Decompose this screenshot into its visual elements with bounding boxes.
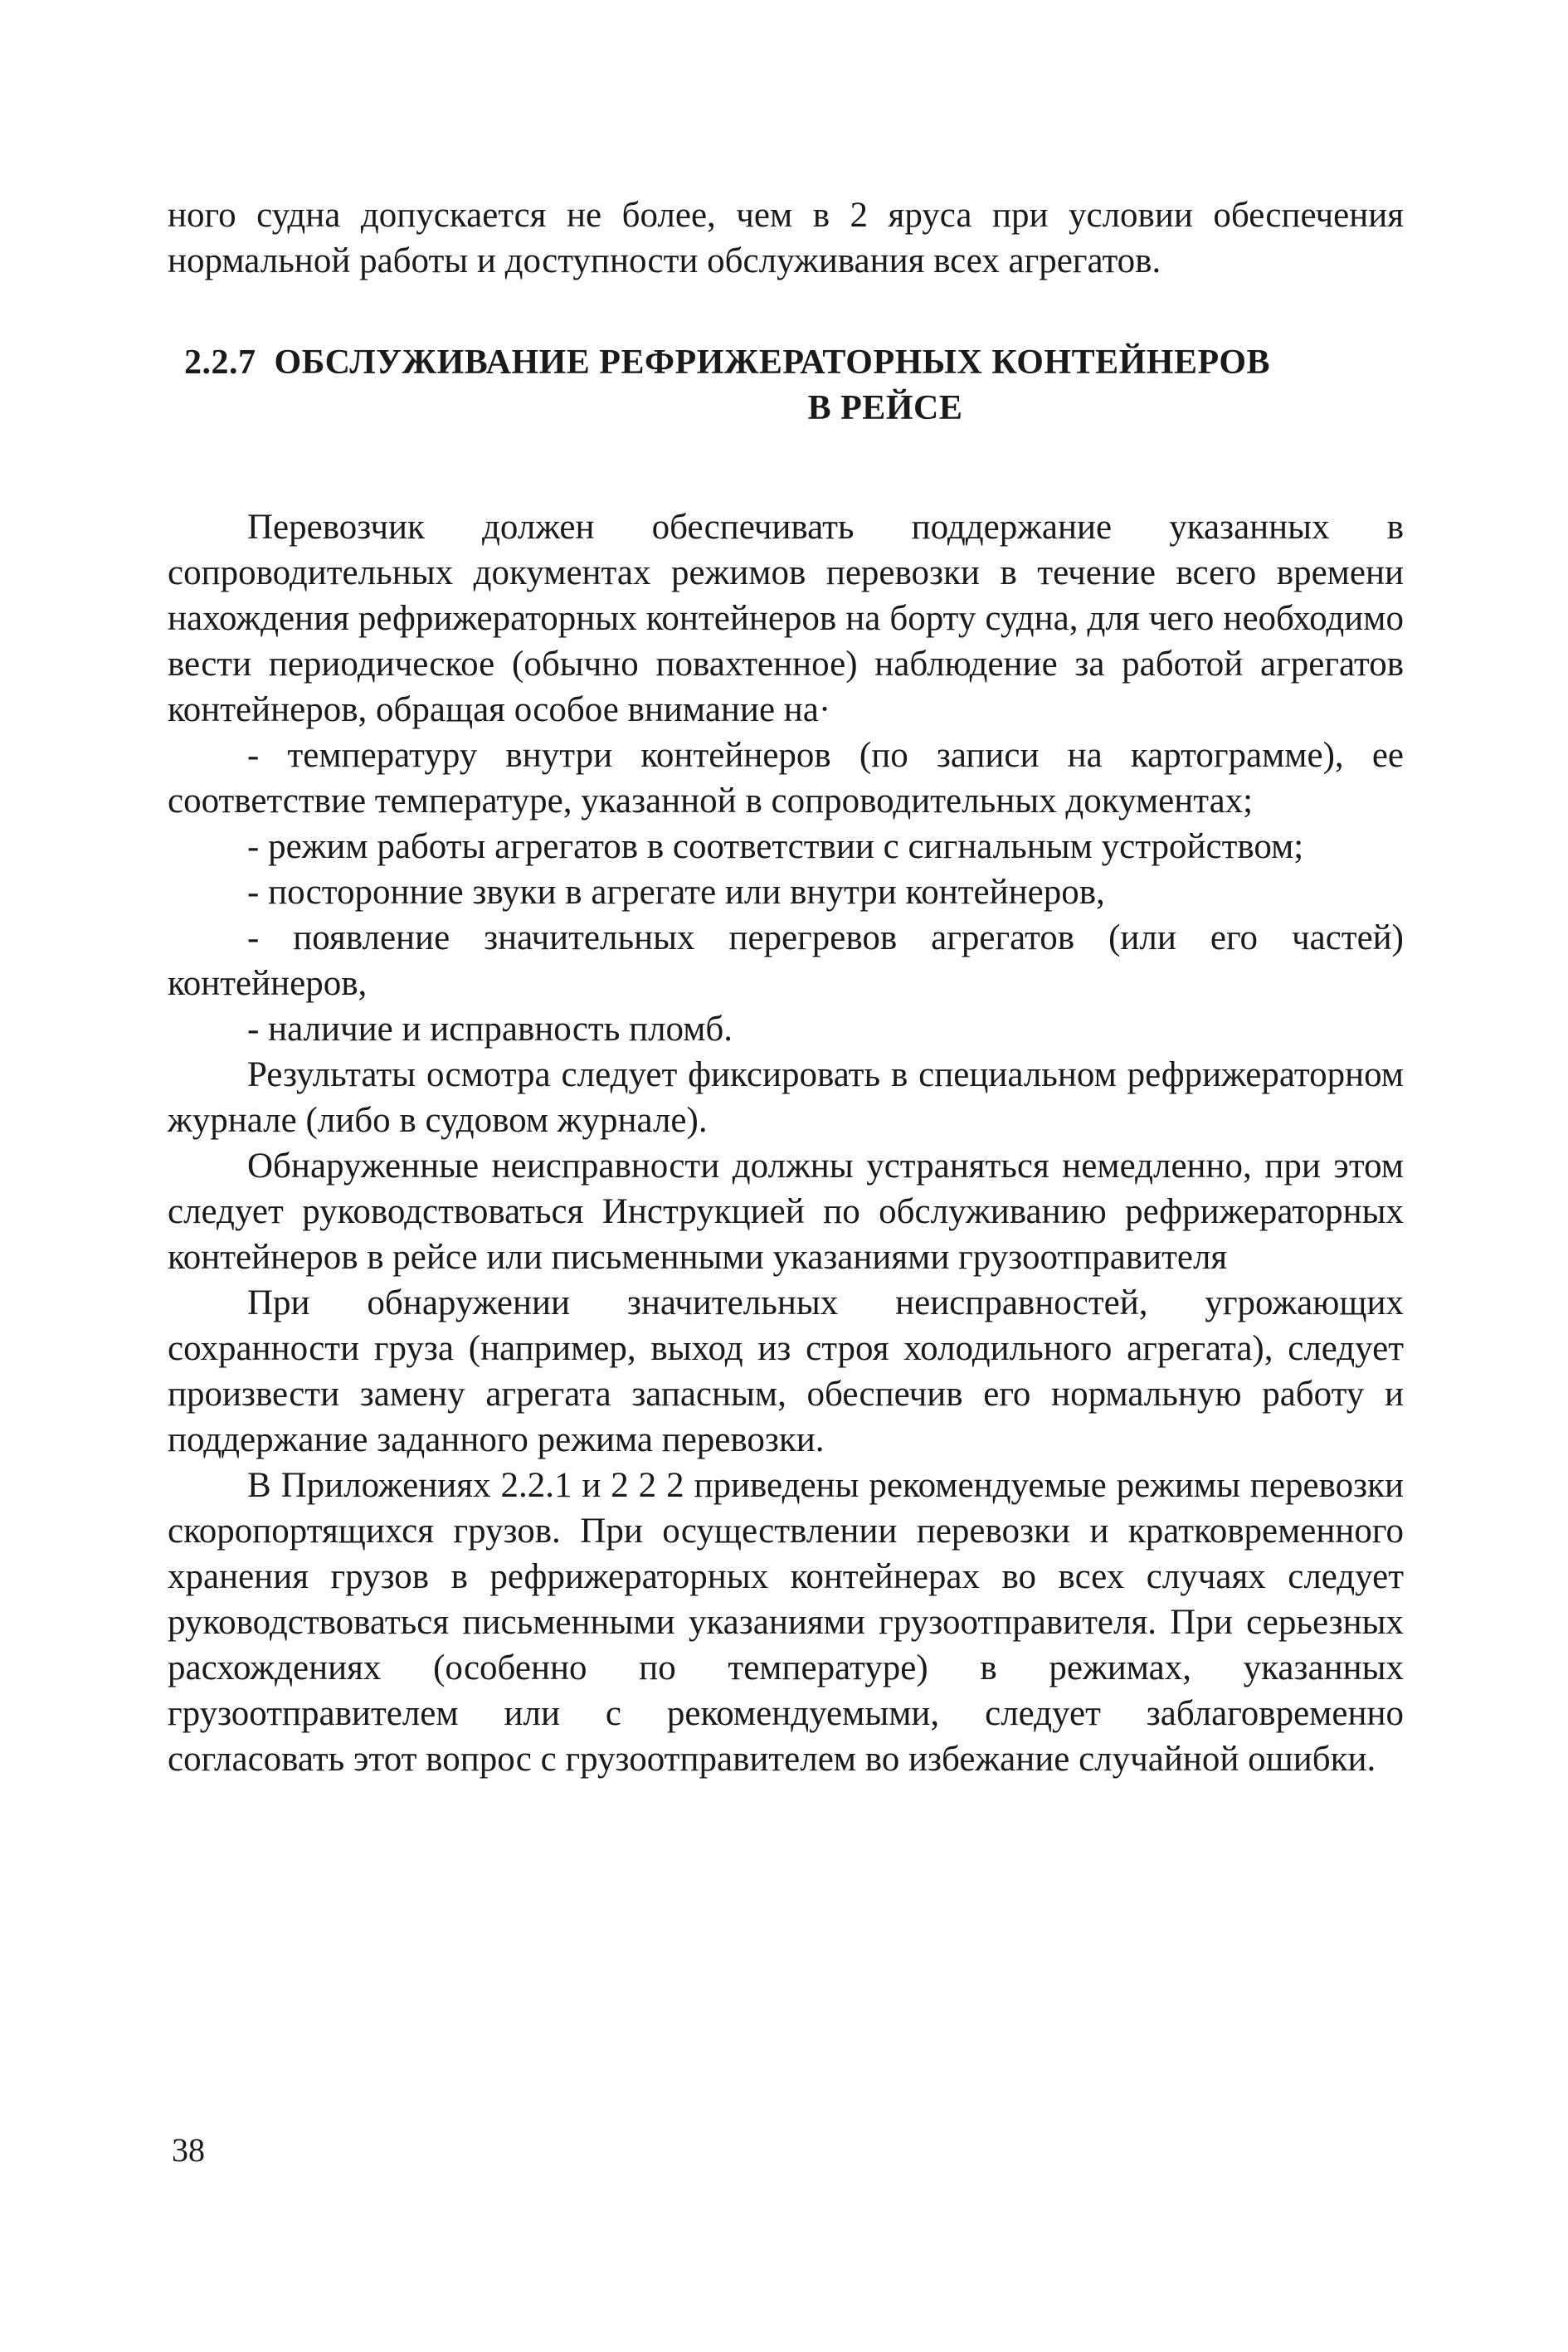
paragraph-inspection-results: Результаты осмотра следует фиксировать в специальном рефрижераторном журнале (либо в судовом журнале). (168, 1055, 1404, 1140)
page-content (168, 192, 1404, 1782)
section-number: 2.2.7 (184, 343, 256, 382)
section-heading-line1 (168, 340, 1404, 386)
paragraph-carrier-duties: Перевозчик должен обеспечивать поддержание указанных в сопроводительных документах режимов перевозки в течение всего времени нахождения рефрижераторных контейнеров на борту судна, для чего необходимо вести периодическое (обычно повахтенное) наблюдение за работой агрегатов контейнеров, обращая особое внимание на· (168, 508, 1404, 729)
paragraph-significant-malfunctions: При обнаружении значительных неисправностей, угрожающих сохранности груза (например, выход из строя холодильного агрегата), следует произвести замену агрегата запасным, обеспечив его нормальную работу и поддержание заданного режима перевозки. (168, 1283, 1404, 1459)
list-item-seals: - наличие и исправность пломб. (247, 1010, 733, 1049)
list-item-operating-mode: - режим работы агрегатов в соответствии с сигнальным устройством; (247, 827, 1304, 866)
list-item-temperature: - температуру внутри контейнеров (по записи на картограмме), ее соответствие температуре, указанной в сопроводительных документах; (168, 736, 1404, 821)
page-number: 38 (172, 2131, 205, 2169)
paragraph-appendices: В Приложениях 2.2.1 и 2 2 2 приведены рекомендуемые режимы перевозки скоропортящихся грузов. При осуществлении перевозки и кратковременного хранения грузов в рефрижераторных контейнерах во всех случаях следует руководствоваться письменными указаниями грузоотправителя. При серьезных расхождениях (особенно по температуре) в режимах, указанных грузоотправителем или с рекомендуемыми, следует заблаговременно согласовать этот вопрос с грузоотправителем во избежание случайной ошибки. (168, 1466, 1404, 1779)
intro-paragraph: ного судна допускается не более, чем в 2 яруса при условии обеспечения нормальной работы и доступности обслуживания всех агрегатов. (168, 196, 1404, 280)
section-title-line2: В РЕЙСЕ (807, 389, 963, 427)
section-title-line1: ОБСЛУЖИВАНИЕ РЕФРИЖЕРАТОРНЫХ КОНТЕЙНЕРОВ (274, 343, 1271, 382)
paragraph-malfunctions: Обнаруженные неисправности должны устраняться немедленно, при этом следует руководствоваться Инструкцией по обслуживанию рефрижераторных контейнеров в рейсе или письменными указаниями грузоотправителя (168, 1147, 1404, 1277)
section-heading (168, 340, 1404, 431)
list-item-extraneous-sounds: - посторонние звуки в агрегате или внутри контейнеров, (247, 873, 1105, 912)
list-item-overheating: - появление значительных перегревов агрегатов (или его частей) контейнеров, (168, 918, 1404, 1003)
